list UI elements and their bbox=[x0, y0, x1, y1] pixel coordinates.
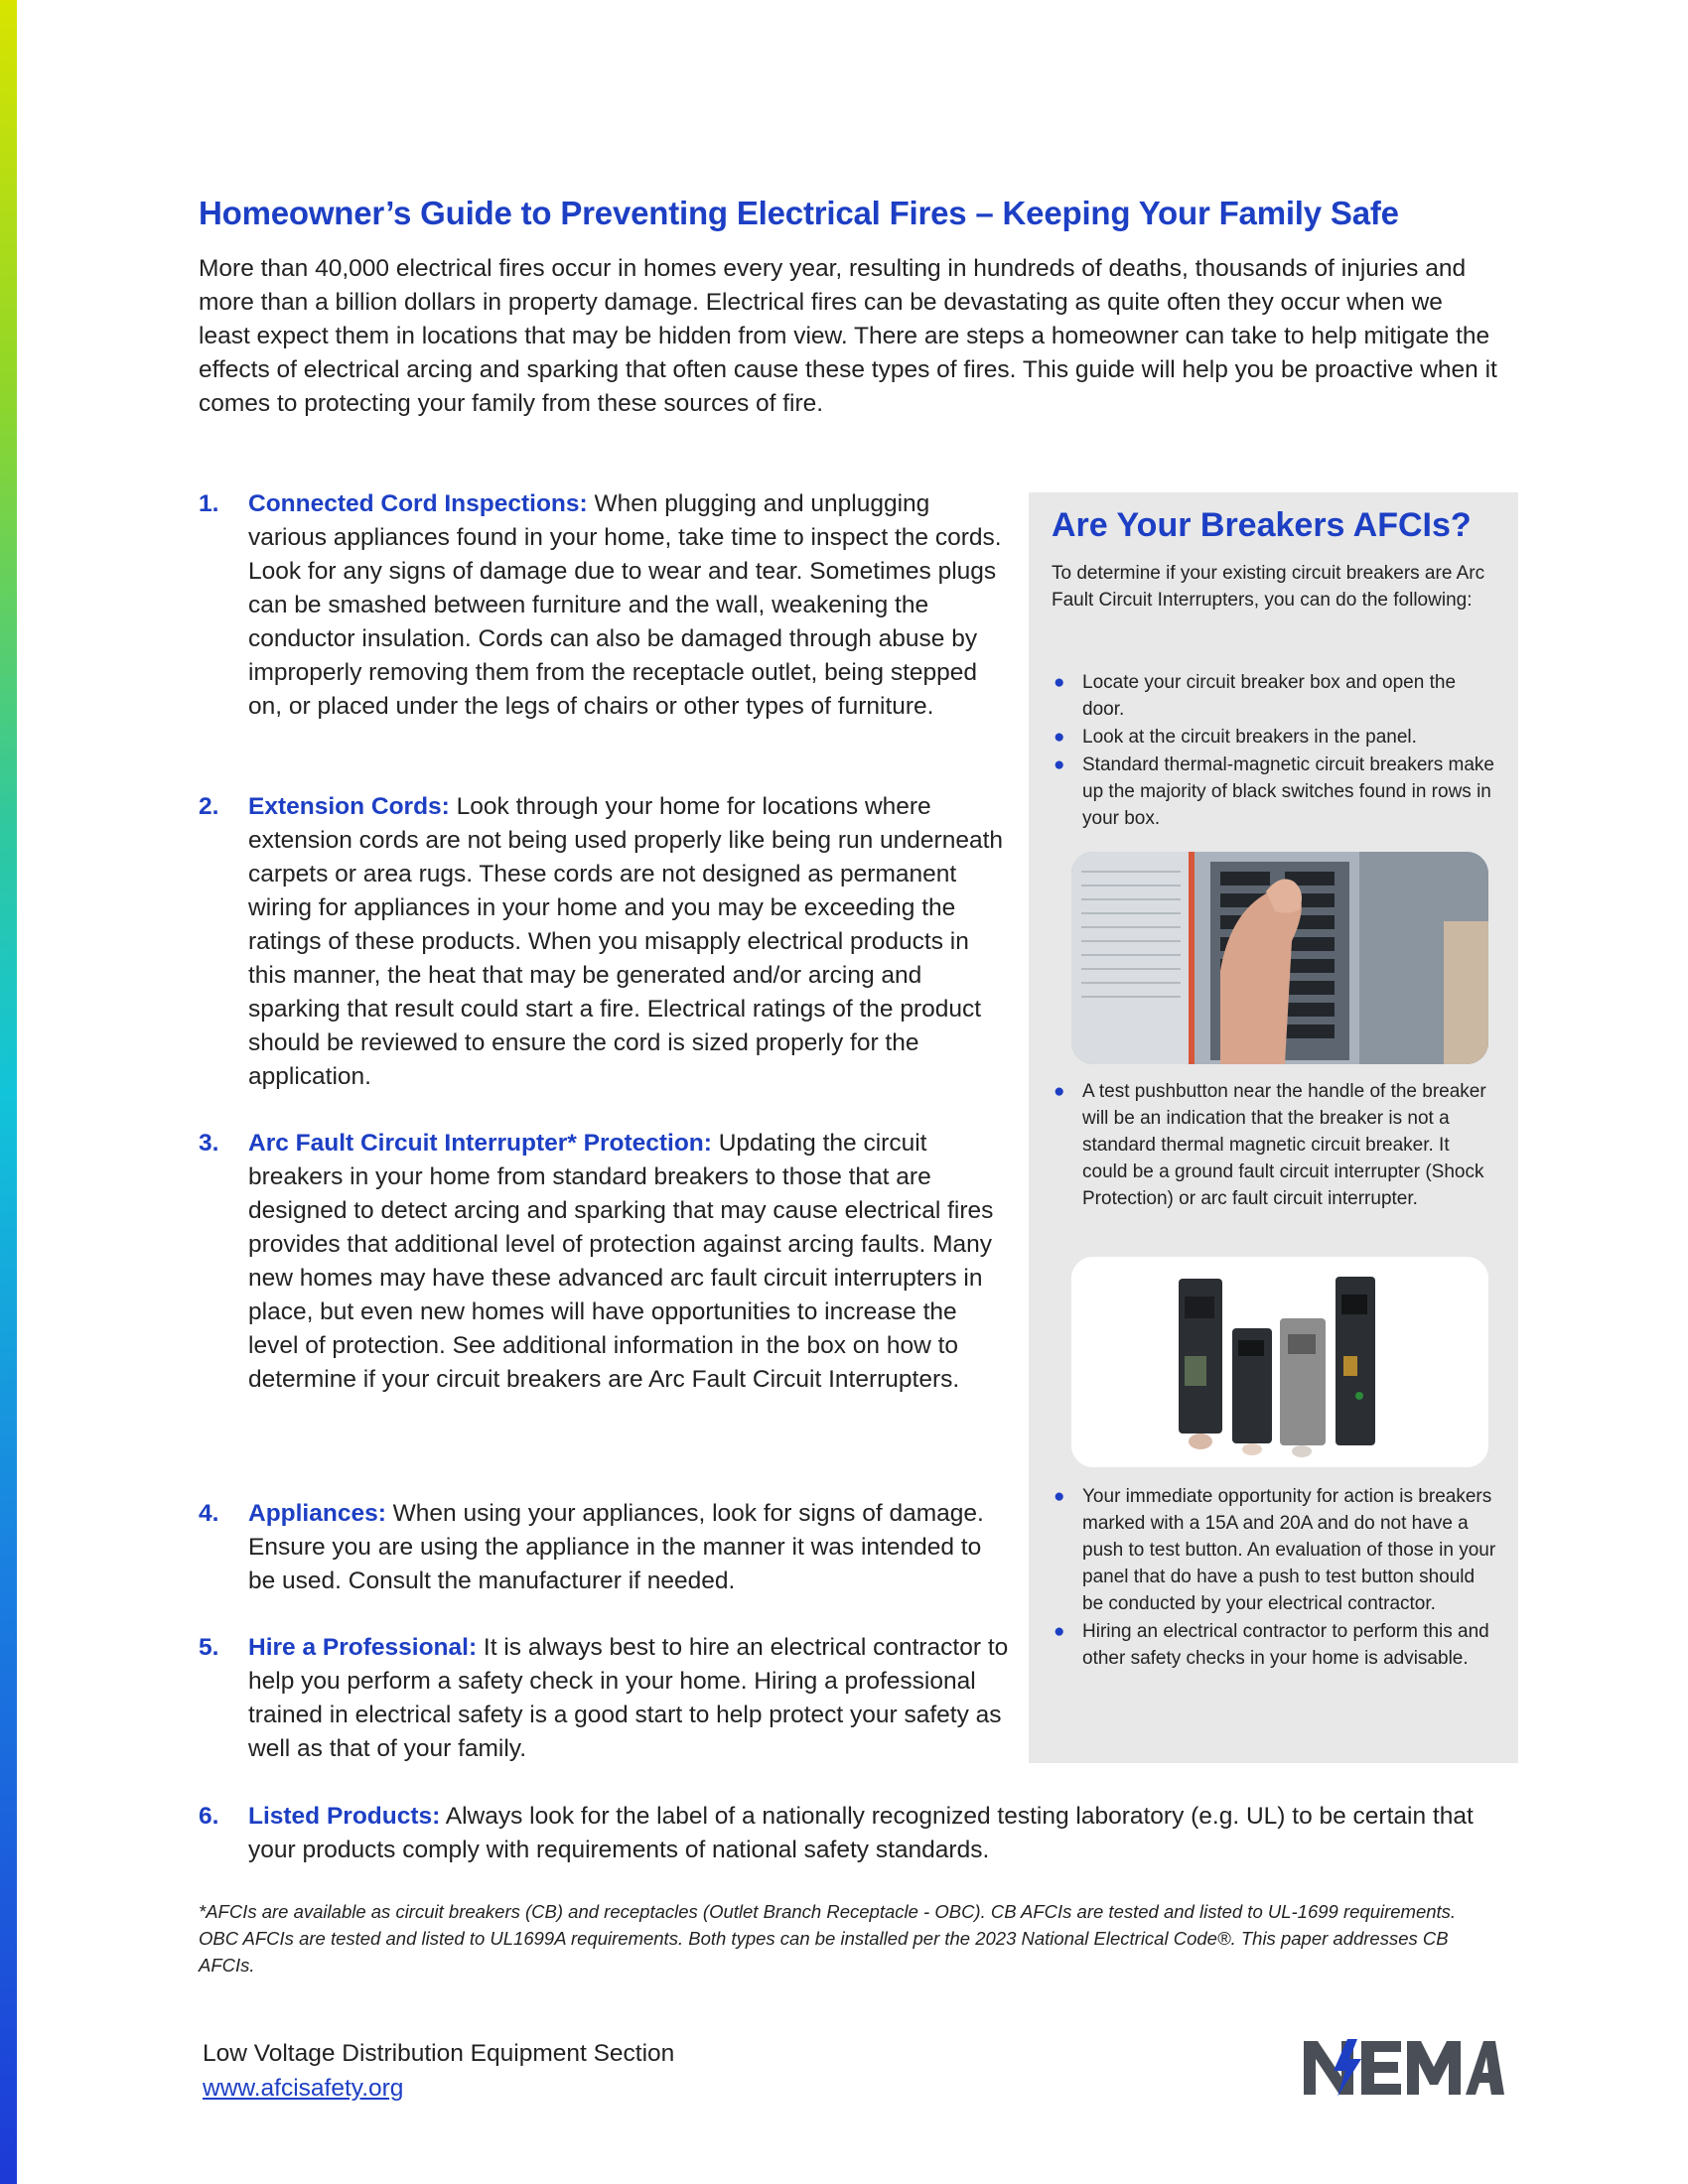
item-number: 2. bbox=[199, 793, 219, 820]
bullet-list bbox=[1052, 1078, 1498, 1213]
list-item bbox=[199, 1127, 1013, 1397]
box-intro: To determine if your existing circuit breakers are Arc Fault Circuit Interrupters, you can do the following: bbox=[1052, 563, 1485, 611]
bullet-icon: ● bbox=[1054, 1081, 1065, 1102]
item-number: 5. bbox=[199, 1634, 219, 1661]
bullet-text: A test pushbutton near the handle of the breaker will be an indication that the breaker is not a standard thermal magnetic circuit breaker. It could be a ground fault circuit interrupter (Shock Protection) or arc fault circuit interrupter. bbox=[1082, 1081, 1486, 1209]
item-heading: Arc Fault Circuit Interrupter* Protection: bbox=[248, 1130, 712, 1157]
list-item bbox=[199, 1800, 1499, 1867]
item-text: When plugging and unplugging various appliances found in your home, take time to inspect the cords. Look for any signs of damage due to wear and tear. Sometimes plugs can be smashed between furniture and the wall, weakening the conductor insulation. Cords can also be damaged through abuse by improperly removing them from the receptacle outlet, being stepped on, or placed under the legs of chairs or other types of furniture. bbox=[248, 490, 1002, 720]
item-text: Always look for the label of a nationally recognized testing laboratory (e.g. UL) to be certain that your products comply with requirements of national safety standards. bbox=[248, 1803, 1474, 1863]
afci-info-box bbox=[1029, 492, 1518, 1763]
item-heading: Connected Cord Inspections: bbox=[248, 490, 588, 517]
item-heading: Listed Products: bbox=[248, 1803, 441, 1830]
item-text: Updating the circuit breakers in your home from standard breakers to those that are designed to detect arcing and sparking that may cause electrical fires provides that additional level of protection against arcing faults. Many new homes may have these advanced arc fault circuit interrupters in place, but even new homes will have opportunities to increase the level of protection. See additional information in the box on how to determine if your circuit breakers are Arc Fault Circuit Interrupters. bbox=[248, 1130, 994, 1393]
breaker-panel-photo bbox=[1071, 852, 1488, 1064]
item-text: It is always best to hire an electrical contractor to help you perform a safety check in your home. Hiring a professional trained in electrical safety is a good start to help protect your safety as well as that of your family. bbox=[248, 1634, 1009, 1762]
item-heading: Appliances: bbox=[248, 1500, 386, 1527]
bullet-list bbox=[1052, 669, 1498, 833]
bullet-list bbox=[1052, 1483, 1498, 1673]
item-text: When using your appliances, look for signs of damage. Ensure you are using the appliance in the manner it was intended to be used. Consult the manufacturer if needed. bbox=[248, 1500, 984, 1594]
item-number: 1. bbox=[199, 490, 219, 517]
list-item bbox=[199, 487, 1013, 724]
item-heading: Hire a Professional: bbox=[248, 1634, 478, 1661]
bullet-text: Hiring an electrical contractor to perform this and other safety checks in your home is advisable. bbox=[1082, 1621, 1489, 1669]
bullet-item bbox=[1052, 1483, 1498, 1617]
bullet-item bbox=[1052, 669, 1498, 723]
footnote: *AFCIs are available as circuit breakers (CB) and receptacles (Outlet Branch Receptacle - OBC). CB AFCIs are tested and listed to UL-1699 requirements. OBC AFCIs are tested and listed to UL1699A requirements. Both types can be installed per the 2023 National Electrical Code®. This paper addresses CB AFCIs. bbox=[199, 1901, 1457, 1976]
bullet-item bbox=[1052, 1078, 1498, 1212]
footer-website-link[interactable]: www.afcisafety.org bbox=[203, 2075, 404, 2102]
bullet-item bbox=[1052, 751, 1498, 832]
intro-paragraph: More than 40,000 electrical fires occur in homes every year, resulting in hundreds of deaths, thousands of injuries and more than a billion dollars in property damage. Electrical fires can be devastating as quite often they occur when we least expect them in locations that may be hidden from view. There are steps a homeowner can take to help mitigate the effects of electrical arcing and sparking that often cause these types of fires. This guide will help you be proactive when it comes to protecting your family from these sources of fire. bbox=[199, 255, 1497, 417]
bullet-icon: ● bbox=[1054, 727, 1065, 748]
item-heading: Extension Cords: bbox=[248, 793, 450, 820]
list-item bbox=[199, 790, 1013, 1094]
breaker-panel-illustration bbox=[1071, 852, 1488, 1064]
box-title: Are Your Breakers AFCIs? bbox=[1052, 506, 1472, 544]
item-number: 3. bbox=[199, 1130, 219, 1157]
list-item bbox=[199, 1497, 1013, 1598]
item-text: Look through your home for locations where extension cords are not being used properly like being run underneath carpets or area rugs. These cords are not designed as permanent wiring for appliances in your home and you may be exceeding the ratings of these products. When you misapply electrical products in this manner, the heat that may be generated and/or arcing and sparking that result could start a fire. Electrical ratings of the product should be reviewed to ensure the cord is sized properly for the application. bbox=[248, 793, 1004, 1090]
bullet-icon: ● bbox=[1054, 754, 1065, 775]
bullet-text: Locate your circuit breaker box and open the door. bbox=[1082, 672, 1457, 720]
color-gradient-bar bbox=[0, 0, 17, 2184]
bullet-icon: ● bbox=[1054, 1621, 1065, 1642]
page-title: Homeowner’s Guide to Preventing Electrical Fires – Keeping Your Family Safe bbox=[199, 195, 1399, 231]
bullet-text: Look at the circuit breakers in the panel. bbox=[1082, 727, 1417, 748]
item-number: 4. bbox=[199, 1500, 219, 1527]
nema-logo bbox=[1304, 2037, 1504, 2099]
item-number: 6. bbox=[199, 1803, 219, 1830]
bullet-item bbox=[1052, 724, 1498, 751]
bullet-icon: ● bbox=[1054, 1486, 1065, 1507]
bullet-item bbox=[1052, 1618, 1498, 1672]
bullet-text: Your immediate opportunity for action is breakers marked with a 15A and 20A and do not have a push to test button. An evaluation of those in your panel that do have a push to test button should be conducted by your electrical contractor. bbox=[1082, 1486, 1496, 1614]
footer-section-label: Low Voltage Distribution Equipment Section bbox=[203, 2040, 675, 2067]
list-item bbox=[199, 1631, 1013, 1766]
bullet-text: Standard thermal-magnetic circuit breakers make up the majority of black switches found in rows in your box. bbox=[1082, 754, 1495, 829]
afci-breakers-photo bbox=[1071, 1257, 1488, 1467]
afci-breakers-illustration bbox=[1071, 1257, 1488, 1467]
bullet-icon: ● bbox=[1054, 672, 1065, 693]
